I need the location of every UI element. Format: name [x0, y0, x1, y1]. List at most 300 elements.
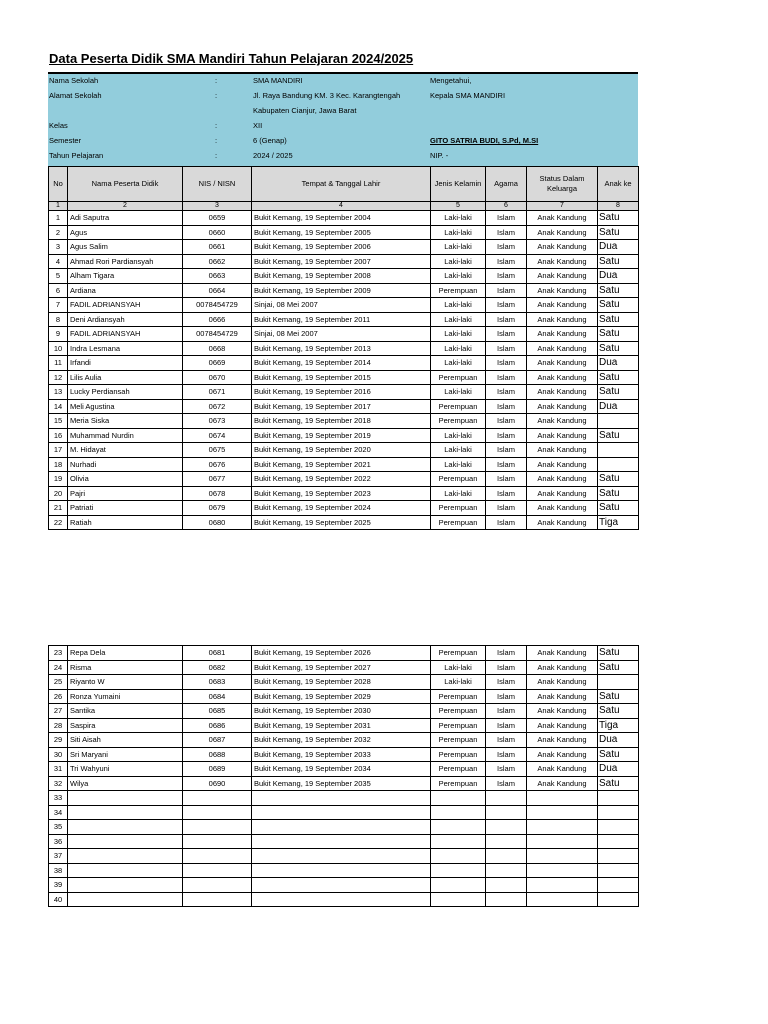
cell-birth: Bukit Kemang, 19 September 2014: [252, 356, 431, 371]
cell-child-order: Satu: [598, 486, 639, 501]
info-row-academic-year: [48, 149, 638, 163]
cell-no: 37: [49, 849, 68, 864]
table-row: [49, 385, 639, 400]
cell-religion: Islam: [486, 457, 527, 472]
cell-student-name: [68, 805, 183, 820]
cell-student-name: Alham Tigara: [68, 269, 183, 284]
cell-child-order: [598, 443, 639, 458]
cell-religion: Islam: [486, 675, 527, 690]
cell-birth: [252, 863, 431, 878]
cell-gender: Perempuan: [431, 776, 486, 791]
cell-no: 9: [49, 327, 68, 342]
cell-child-order: Dua: [598, 733, 639, 748]
info-colon: :: [215, 91, 218, 100]
cell-religion: Islam: [486, 399, 527, 414]
header-no: No: [49, 167, 68, 202]
table-row: [49, 370, 639, 385]
cell-religion: Islam: [486, 312, 527, 327]
info-value: Kabupaten Cianjur, Jawa Barat: [253, 106, 357, 115]
cell-child-order: Tiga: [598, 718, 639, 733]
cell-no: 39: [49, 878, 68, 893]
cell-child-order: Satu: [598, 211, 639, 226]
cell-birth: Bukit Kemang, 19 September 2018: [252, 414, 431, 429]
cell-student-name: Patriati: [68, 501, 183, 516]
cell-birth: [252, 892, 431, 907]
cell-religion: Islam: [486, 385, 527, 400]
cell-no: 34: [49, 805, 68, 820]
principal-nip: NIP. -: [430, 151, 449, 160]
cell-student-name: Santika: [68, 704, 183, 719]
cell-religion: [486, 849, 527, 864]
cell-religion: Islam: [486, 660, 527, 675]
cell-no: 35: [49, 820, 68, 835]
cell-child-order: Dua: [598, 399, 639, 414]
cell-gender: [431, 863, 486, 878]
cell-no: 16: [49, 428, 68, 443]
cell-gender: [431, 791, 486, 806]
cell-family-status: Anak Kandung: [527, 762, 598, 777]
cell-child-order: Satu: [598, 747, 639, 762]
cell-no: 38: [49, 863, 68, 878]
cell-nis: 0677: [183, 472, 252, 487]
table-row: [49, 892, 639, 907]
info-label: Nama Sekolah: [49, 76, 99, 85]
cell-child-order: [598, 820, 639, 835]
cell-religion: Islam: [486, 472, 527, 487]
cell-student-name: [68, 849, 183, 864]
cell-student-name: Lilis Aulia: [68, 370, 183, 385]
cell-student-name: FADIL ADRIANSYAH: [68, 298, 183, 313]
info-colon: :: [215, 121, 218, 130]
cell-nis: 0681: [183, 646, 252, 661]
table-header-row: [49, 167, 639, 202]
cell-no: 3: [49, 240, 68, 255]
cell-family-status: Anak Kandung: [527, 428, 598, 443]
cell-nis: [183, 834, 252, 849]
cell-student-name: Irfandi: [68, 356, 183, 371]
cell-family-status: Anak Kandung: [527, 341, 598, 356]
table-row: [49, 820, 639, 835]
cell-birth: Bukit Kemang, 19 September 2033: [252, 747, 431, 762]
cell-nis: 0674: [183, 428, 252, 443]
table-row: [49, 704, 639, 719]
cell-gender: Perempuan: [431, 414, 486, 429]
cell-child-order: Satu: [598, 298, 639, 313]
cell-family-status: [527, 834, 598, 849]
cell-no: 14: [49, 399, 68, 414]
table-body-page-2: [49, 646, 639, 907]
cell-family-status: Anak Kandung: [527, 240, 598, 255]
cell-student-name: Siti Aisah: [68, 733, 183, 748]
column-number: 2: [68, 202, 183, 211]
cell-birth: Bukit Kemang, 19 September 2011: [252, 312, 431, 327]
cell-family-status: [527, 849, 598, 864]
cell-nis: 0660: [183, 225, 252, 240]
cell-student-name: Meli Agustina: [68, 399, 183, 414]
cell-birth: Bukit Kemang, 19 September 2016: [252, 385, 431, 400]
cell-no: 29: [49, 733, 68, 748]
cell-nis: 0683: [183, 675, 252, 690]
cell-student-name: Muhammad Nurdin: [68, 428, 183, 443]
cell-religion: Islam: [486, 428, 527, 443]
cell-nis: 0666: [183, 312, 252, 327]
cell-no: 8: [49, 312, 68, 327]
cell-gender: Perempuan: [431, 733, 486, 748]
info-label: Kelas: [49, 121, 68, 130]
cell-nis: 0678: [183, 486, 252, 501]
info-label: Semester: [49, 136, 82, 145]
cell-family-status: Anak Kandung: [527, 704, 598, 719]
cell-no: 26: [49, 689, 68, 704]
cell-nis: 0690: [183, 776, 252, 791]
cell-nis: 0675: [183, 443, 252, 458]
table-row: [49, 254, 639, 269]
cell-religion: Islam: [486, 283, 527, 298]
cell-family-status: [527, 878, 598, 893]
column-number: 1: [49, 202, 68, 211]
cell-family-status: Anak Kandung: [527, 515, 598, 530]
cell-family-status: [527, 820, 598, 835]
cell-student-name: Nurhadi: [68, 457, 183, 472]
table-row: [49, 240, 639, 255]
cell-family-status: Anak Kandung: [527, 472, 598, 487]
cell-gender: Perempuan: [431, 283, 486, 298]
cell-student-name: Agus: [68, 225, 183, 240]
cell-student-name: [68, 863, 183, 878]
cell-student-name: Meria Siska: [68, 414, 183, 429]
table-row: [49, 443, 639, 458]
cell-student-name: Adi Saputra: [68, 211, 183, 226]
cell-birth: [252, 791, 431, 806]
cell-religion: Islam: [486, 225, 527, 240]
cell-nis: 0673: [183, 414, 252, 429]
cell-no: 19: [49, 472, 68, 487]
info-row-address: [48, 89, 638, 103]
cell-gender: Laki-laki: [431, 298, 486, 313]
cell-nis: 0679: [183, 501, 252, 516]
cell-nis: 0689: [183, 762, 252, 777]
cell-family-status: Anak Kandung: [527, 501, 598, 516]
info-colon: :: [215, 136, 218, 145]
cell-family-status: Anak Kandung: [527, 646, 598, 661]
cell-family-status: [527, 791, 598, 806]
cell-no: 33: [49, 791, 68, 806]
cell-no: 10: [49, 341, 68, 356]
cell-child-order: Satu: [598, 254, 639, 269]
cell-no: 6: [49, 283, 68, 298]
cell-nis: 0078454729: [183, 327, 252, 342]
cell-no: 5: [49, 269, 68, 284]
cell-child-order: [598, 791, 639, 806]
school-info-panel: [48, 72, 638, 168]
student-table-page-2: [48, 645, 639, 907]
cell-birth: Bukit Kemang, 19 September 2032: [252, 733, 431, 748]
cell-family-status: [527, 892, 598, 907]
cell-religion: [486, 892, 527, 907]
cell-gender: Laki-laki: [431, 341, 486, 356]
cell-nis: [183, 892, 252, 907]
cell-religion: Islam: [486, 341, 527, 356]
cell-religion: Islam: [486, 370, 527, 385]
cell-birth: Bukit Kemang, 19 September 2034: [252, 762, 431, 777]
cell-birth: Bukit Kemang, 19 September 2026: [252, 646, 431, 661]
table-row: [49, 747, 639, 762]
cell-nis: 0684: [183, 689, 252, 704]
info-value: 6 (Genap): [253, 136, 287, 145]
header-religion: Agama: [486, 167, 527, 202]
header-gender: Jenis Kelamin: [431, 167, 486, 202]
cell-child-order: Dua: [598, 240, 639, 255]
cell-birth: Sinjai, 08 Mei 2007: [252, 327, 431, 342]
cell-gender: Perempuan: [431, 646, 486, 661]
cell-religion: Islam: [486, 501, 527, 516]
cell-nis: 0676: [183, 457, 252, 472]
cell-birth: Bukit Kemang, 19 September 2024: [252, 501, 431, 516]
column-number: 7: [527, 202, 598, 211]
cell-family-status: Anak Kandung: [527, 312, 598, 327]
info-value: SMA MANDIRI: [253, 76, 303, 85]
cell-no: 15: [49, 414, 68, 429]
cell-no: 13: [49, 385, 68, 400]
cell-religion: Islam: [486, 298, 527, 313]
cell-child-order: [598, 863, 639, 878]
cell-religion: Islam: [486, 356, 527, 371]
cell-student-name: [68, 892, 183, 907]
column-number: 3: [183, 202, 252, 211]
cell-gender: Laki-laki: [431, 385, 486, 400]
cell-child-order: Satu: [598, 312, 639, 327]
table-row: [49, 356, 639, 371]
cell-gender: Perempuan: [431, 718, 486, 733]
table-row: [49, 660, 639, 675]
table-row: [49, 805, 639, 820]
cell-child-order: [598, 892, 639, 907]
cell-student-name: Riyanto W: [68, 675, 183, 690]
cell-no: 21: [49, 501, 68, 516]
cell-religion: Islam: [486, 718, 527, 733]
cell-child-order: Dua: [598, 356, 639, 371]
cell-child-order: Satu: [598, 385, 639, 400]
cell-gender: Perempuan: [431, 472, 486, 487]
cell-birth: Bukit Kemang, 19 September 2028: [252, 675, 431, 690]
table-row: [49, 776, 639, 791]
info-value: XII: [253, 121, 263, 130]
header-name: Nama Peserta Didik: [68, 167, 183, 202]
cell-child-order: [598, 878, 639, 893]
column-number: 8: [598, 202, 639, 211]
cell-nis: 0672: [183, 399, 252, 414]
table-row: [49, 646, 639, 661]
cell-gender: Perempuan: [431, 370, 486, 385]
student-table-page-1: [48, 166, 639, 530]
info-row-class: [48, 119, 638, 133]
cell-family-status: Anak Kandung: [527, 443, 598, 458]
table-row: [49, 675, 639, 690]
cell-gender: Perempuan: [431, 689, 486, 704]
cell-no: 7: [49, 298, 68, 313]
cell-no: 28: [49, 718, 68, 733]
cell-birth: [252, 820, 431, 835]
info-colon: :: [215, 76, 218, 85]
cell-gender: Laki-laki: [431, 211, 486, 226]
cell-birth: [252, 849, 431, 864]
cell-nis: 0680: [183, 515, 252, 530]
header-birth: Tempat & Tanggal Lahir: [252, 167, 431, 202]
cell-family-status: [527, 805, 598, 820]
cell-child-order: Satu: [598, 501, 639, 516]
principal-signature-name: GITO SATRIA BUDI, S.Pd, M.SI: [430, 136, 539, 145]
cell-nis: 0662: [183, 254, 252, 269]
cell-student-name: Deni Ardiansyah: [68, 312, 183, 327]
cell-religion: [486, 820, 527, 835]
cell-no: 18: [49, 457, 68, 472]
cell-student-name: Pajri: [68, 486, 183, 501]
info-row-school-name: [48, 74, 638, 88]
cell-family-status: Anak Kandung: [527, 283, 598, 298]
cell-birth: Bukit Kemang, 19 September 2013: [252, 341, 431, 356]
table-row: [49, 269, 639, 284]
cell-gender: Laki-laki: [431, 254, 486, 269]
cell-gender: Perempuan: [431, 515, 486, 530]
table-row: [49, 457, 639, 472]
cell-no: 40: [49, 892, 68, 907]
cell-child-order: Satu: [598, 370, 639, 385]
table-row: [49, 718, 639, 733]
table-row: [49, 298, 639, 313]
cell-family-status: Anak Kandung: [527, 414, 598, 429]
cell-family-status: Anak Kandung: [527, 399, 598, 414]
cell-religion: Islam: [486, 211, 527, 226]
cell-no: 20: [49, 486, 68, 501]
header-nis: NIS / NISN: [183, 167, 252, 202]
header-child-order: Anak ke: [598, 167, 639, 202]
cell-religion: Islam: [486, 733, 527, 748]
table-row: [49, 501, 639, 516]
table-row: [49, 878, 639, 893]
cell-gender: Laki-laki: [431, 327, 486, 342]
table-row: [49, 849, 639, 864]
table-row: [49, 327, 639, 342]
table-body-page-1: [49, 211, 639, 530]
cell-student-name: Ahmad Rori Pardiansyah: [68, 254, 183, 269]
cell-no: 27: [49, 704, 68, 719]
cell-family-status: Anak Kandung: [527, 689, 598, 704]
cell-birth: Bukit Kemang, 19 September 2007: [252, 254, 431, 269]
cell-student-name: [68, 791, 183, 806]
cell-birth: Bukit Kemang, 19 September 2025: [252, 515, 431, 530]
cell-birth: Bukit Kemang, 19 September 2019: [252, 428, 431, 443]
cell-student-name: [68, 834, 183, 849]
cell-no: 24: [49, 660, 68, 675]
cell-gender: Perempuan: [431, 704, 486, 719]
cell-no: 2: [49, 225, 68, 240]
cell-religion: Islam: [486, 704, 527, 719]
cell-nis: 0671: [183, 385, 252, 400]
cell-nis: 0685: [183, 704, 252, 719]
cell-child-order: Satu: [598, 646, 639, 661]
cell-birth: Bukit Kemang, 19 September 2009: [252, 283, 431, 298]
cell-no: 12: [49, 370, 68, 385]
cell-gender: [431, 834, 486, 849]
cell-nis: [183, 849, 252, 864]
column-number: 6: [486, 202, 527, 211]
cell-child-order: Satu: [598, 225, 639, 240]
cell-student-name: Ronza Yumaini: [68, 689, 183, 704]
cell-birth: [252, 834, 431, 849]
cell-gender: Laki-laki: [431, 428, 486, 443]
cell-nis: 0078454729: [183, 298, 252, 313]
cell-no: 36: [49, 834, 68, 849]
cell-gender: Laki-laki: [431, 675, 486, 690]
cell-gender: Laki-laki: [431, 269, 486, 284]
cell-student-name: M. Hidayat: [68, 443, 183, 458]
cell-nis: [183, 791, 252, 806]
cell-student-name: Indra Lesmana: [68, 341, 183, 356]
info-row-address-2: [48, 104, 638, 118]
cell-child-order: [598, 414, 639, 429]
cell-child-order: Dua: [598, 762, 639, 777]
cell-family-status: Anak Kandung: [527, 385, 598, 400]
cell-gender: Perempuan: [431, 747, 486, 762]
cell-birth: Sinjai, 08 Mei 2007: [252, 298, 431, 313]
cell-child-order: [598, 849, 639, 864]
cell-family-status: Anak Kandung: [527, 718, 598, 733]
cell-religion: [486, 863, 527, 878]
cell-nis: 0682: [183, 660, 252, 675]
cell-no: 17: [49, 443, 68, 458]
cell-nis: 0661: [183, 240, 252, 255]
info-label: Tahun Pelajaran: [49, 151, 104, 160]
cell-no: 25: [49, 675, 68, 690]
cell-child-order: [598, 805, 639, 820]
cell-religion: [486, 834, 527, 849]
table-row: [49, 863, 639, 878]
cell-no: 22: [49, 515, 68, 530]
cell-birth: Bukit Kemang, 19 September 2022: [252, 472, 431, 487]
cell-religion: [486, 805, 527, 820]
cell-nis: 0670: [183, 370, 252, 385]
cell-student-name: [68, 820, 183, 835]
cell-gender: Laki-laki: [431, 225, 486, 240]
cell-student-name: Saspira: [68, 718, 183, 733]
info-value: 2024 / 2025: [253, 151, 293, 160]
cell-birth: Bukit Kemang, 19 September 2020: [252, 443, 431, 458]
cell-child-order: Satu: [598, 776, 639, 791]
cell-nis: 0664: [183, 283, 252, 298]
info-approval-text: Kepala SMA MANDIRI: [430, 91, 506, 100]
cell-nis: 0686: [183, 718, 252, 733]
cell-family-status: Anak Kandung: [527, 356, 598, 371]
header-family-status: Status Dalam Keluarga: [527, 167, 598, 202]
table-row: [49, 414, 639, 429]
cell-child-order: Satu: [598, 704, 639, 719]
cell-gender: Perempuan: [431, 762, 486, 777]
cell-religion: [486, 878, 527, 893]
table-row: [49, 211, 639, 226]
cell-nis: 0668: [183, 341, 252, 356]
info-label: Alamat Sekolah: [49, 91, 102, 100]
cell-student-name: Lucky Perdiansah: [68, 385, 183, 400]
cell-student-name: Olivia: [68, 472, 183, 487]
cell-birth: Bukit Kemang, 19 September 2021: [252, 457, 431, 472]
column-number-row: [49, 202, 639, 211]
cell-nis: 0663: [183, 269, 252, 284]
table-row: [49, 689, 639, 704]
info-row-semester: [48, 134, 638, 148]
cell-religion: Islam: [486, 515, 527, 530]
cell-nis: [183, 863, 252, 878]
cell-no: 30: [49, 747, 68, 762]
